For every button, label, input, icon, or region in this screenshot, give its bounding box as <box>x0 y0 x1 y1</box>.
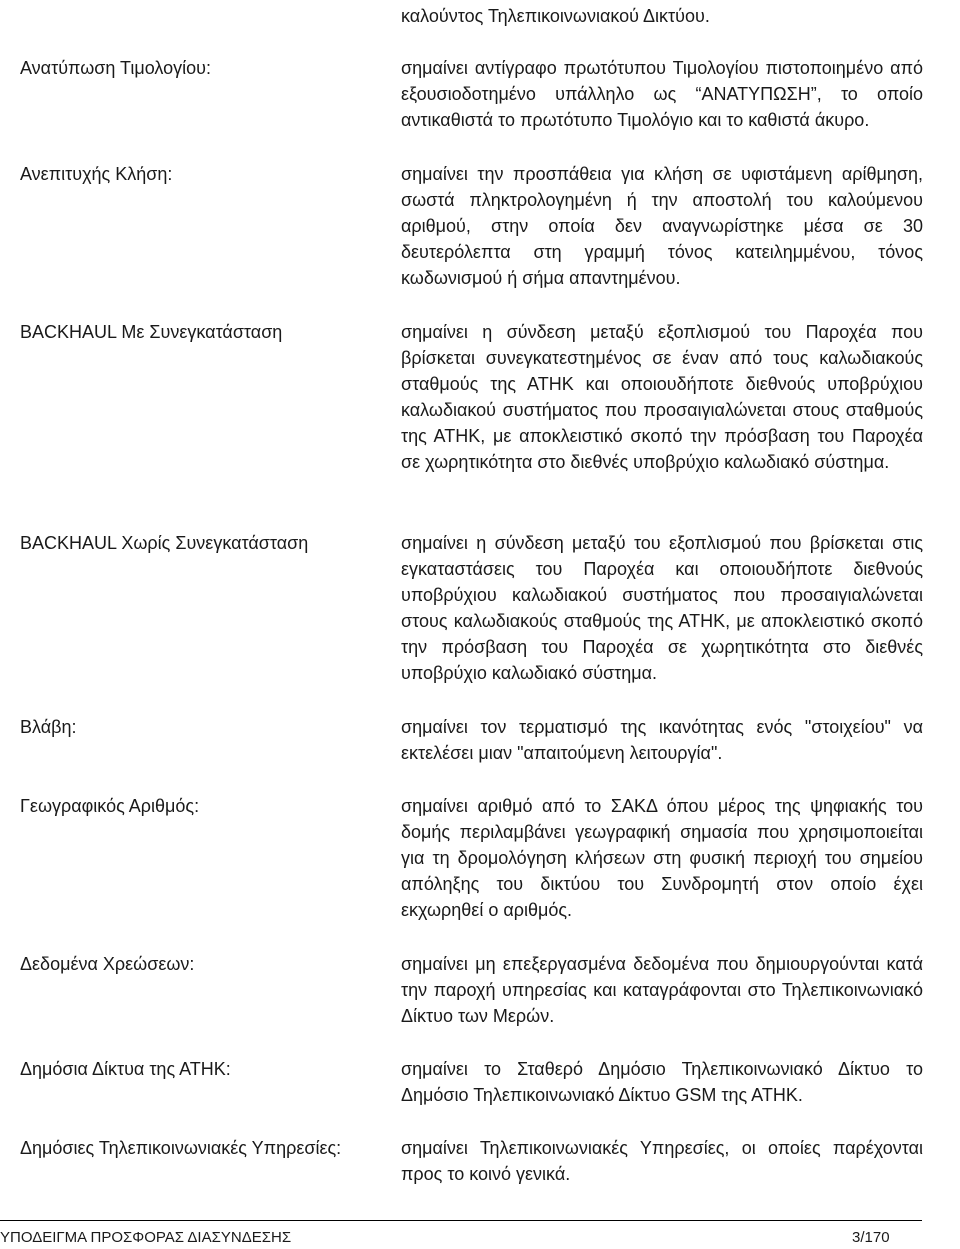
definition-term: Δημόσια Δίκτυα της ΑΤΗΚ: <box>20 1059 231 1079</box>
definition-term: BACKHAUL Χωρίς Συνεγκατάσταση <box>20 533 309 553</box>
definition-text: σημαίνει την προσπάθεια για κλήση σε υφιστάμενη αρίθμηση, σωστά πληκτρολογημένη ή την αποστολή του καλούμενου αριθμού, στην οποία δεν αναγνωρίστηκε μέσα σε 30 δευτερόλεπτα στη γραμμή τόνος κατειλημμένου, τόνος κωδωνισμού ή σήμα απαντημένου. <box>401 164 923 288</box>
footer-divider <box>0 1220 922 1221</box>
definition-term: Ανεπιτυχής Κλήση: <box>20 164 173 184</box>
definition-text: σημαίνει Τηλεπικοινωνιακές Υπηρεσίες, οι οποίες παρέχονται προς το κοινό γενικά. <box>401 1138 923 1184</box>
definition-text: σημαίνει το Σταθερό Δημόσιο Τηλεπικοινωνιακό Δίκτυο το Δημόσιο Τηλεπικοινωνιακό Δίκτυο GSM της ΑΤΗΚ. <box>401 1059 923 1105</box>
definition-text: σημαίνει τον τερματισμό της ικανότητας ενός "στοιχείου" να εκτελέσει μιαν "απαιτούμενη λειτουργία". <box>401 717 923 763</box>
definition-text: σημαίνει μη επεξεργασμένα δεδομένα που δημιουργούνται κατά την παροχή υπηρεσίας και καταγράφονται στο Τηλεπικοινωνιακό Δίκτυο των Μερών. <box>401 954 923 1026</box>
definition-term: Δημόσιες Τηλεπικοινωνιακές Υπηρεσίες: <box>20 1138 342 1158</box>
footer-page-number: 3/170 <box>852 1229 890 1246</box>
definition-term: Ανατύπωση Τιμολογίου: <box>20 58 212 78</box>
definition-text: σημαίνει η σύνδεση μεταξύ του εξοπλισμού που βρίσκεται στις εγκαταστάσεις του Παροχέα και οποιουδήποτε διεθνούς υποβρύχιου καλωδιακού συστήματος που προσαιγιαλώνεται στους καλωδιακούς σταθμούς της ΑΤΗΚ, με αποκλειστικό σκοπό την πρόσβαση του Παροχέα σε χωρητικότητα στο διεθνές υποβρύχιο καλωδιακό σύστημα. <box>401 533 923 683</box>
continued-text: καλούντος Τηλεπικοινωνιακού Δικτύου. <box>401 6 710 26</box>
definition-term: Γεωγραφικός Αριθμός: <box>20 796 200 816</box>
footer-document-title: ΥΠΟΔΕΙΓΜΑ ΠΡΟΣΦΟΡΑΣ ΔΙΑΣΥΝΔΕΣΗΣ <box>0 1229 292 1246</box>
definition-text: σημαίνει αντίγραφο πρωτότυπου Τιμολογίου πιστοποιημένο από εξουσιοδοτημένο υπάλληλο ως “ΑΝΑΤΥΠΩΣΗ”, το οποίο αντικαθιστά το πρωτότυπο Τιμολόγιο και το καθιστά άκυρο. <box>401 58 923 130</box>
definition-term: BACKHAUL Με Συνεγκατάσταση <box>20 322 283 342</box>
definition-text: σημαίνει αριθμό από το ΣΑΚΔ όπου μέρος της ψηφιακής του δομής περιλαμβάνει γεωγραφική σημασία που χρησιμοποιείται για τη δρομολόγηση κλήσεων στη φυσική περιοχή του σημείου απόληξης του δικτύου του Συνδρομητή στον οποίο έχει εκχωρηθεί ο αριθμός. <box>401 796 923 920</box>
definition-text: σημαίνει η σύνδεση μεταξύ εξοπλισμού του Παροχέα που βρίσκεται συνεγκατεστημένος σε έναν από τους καλωδιακούς σταθμούς της ΑΤΗΚ και οποιουδήποτε διεθνούς υποβρύχιου καλωδιακού συστήματος που προσαιγιαλώνεται στους σταθμούς της ΑΤΗΚ, με αποκλειστικό σκοπό την πρόσβαση του Παροχέα σε χωρητικότητα στο διεθνές υποβρύχιο καλωδιακό σύστημα. <box>401 322 923 472</box>
definition-term: Δεδομένα Χρεώσεων: <box>20 954 195 974</box>
definition-term: Βλάβη: <box>20 717 77 737</box>
